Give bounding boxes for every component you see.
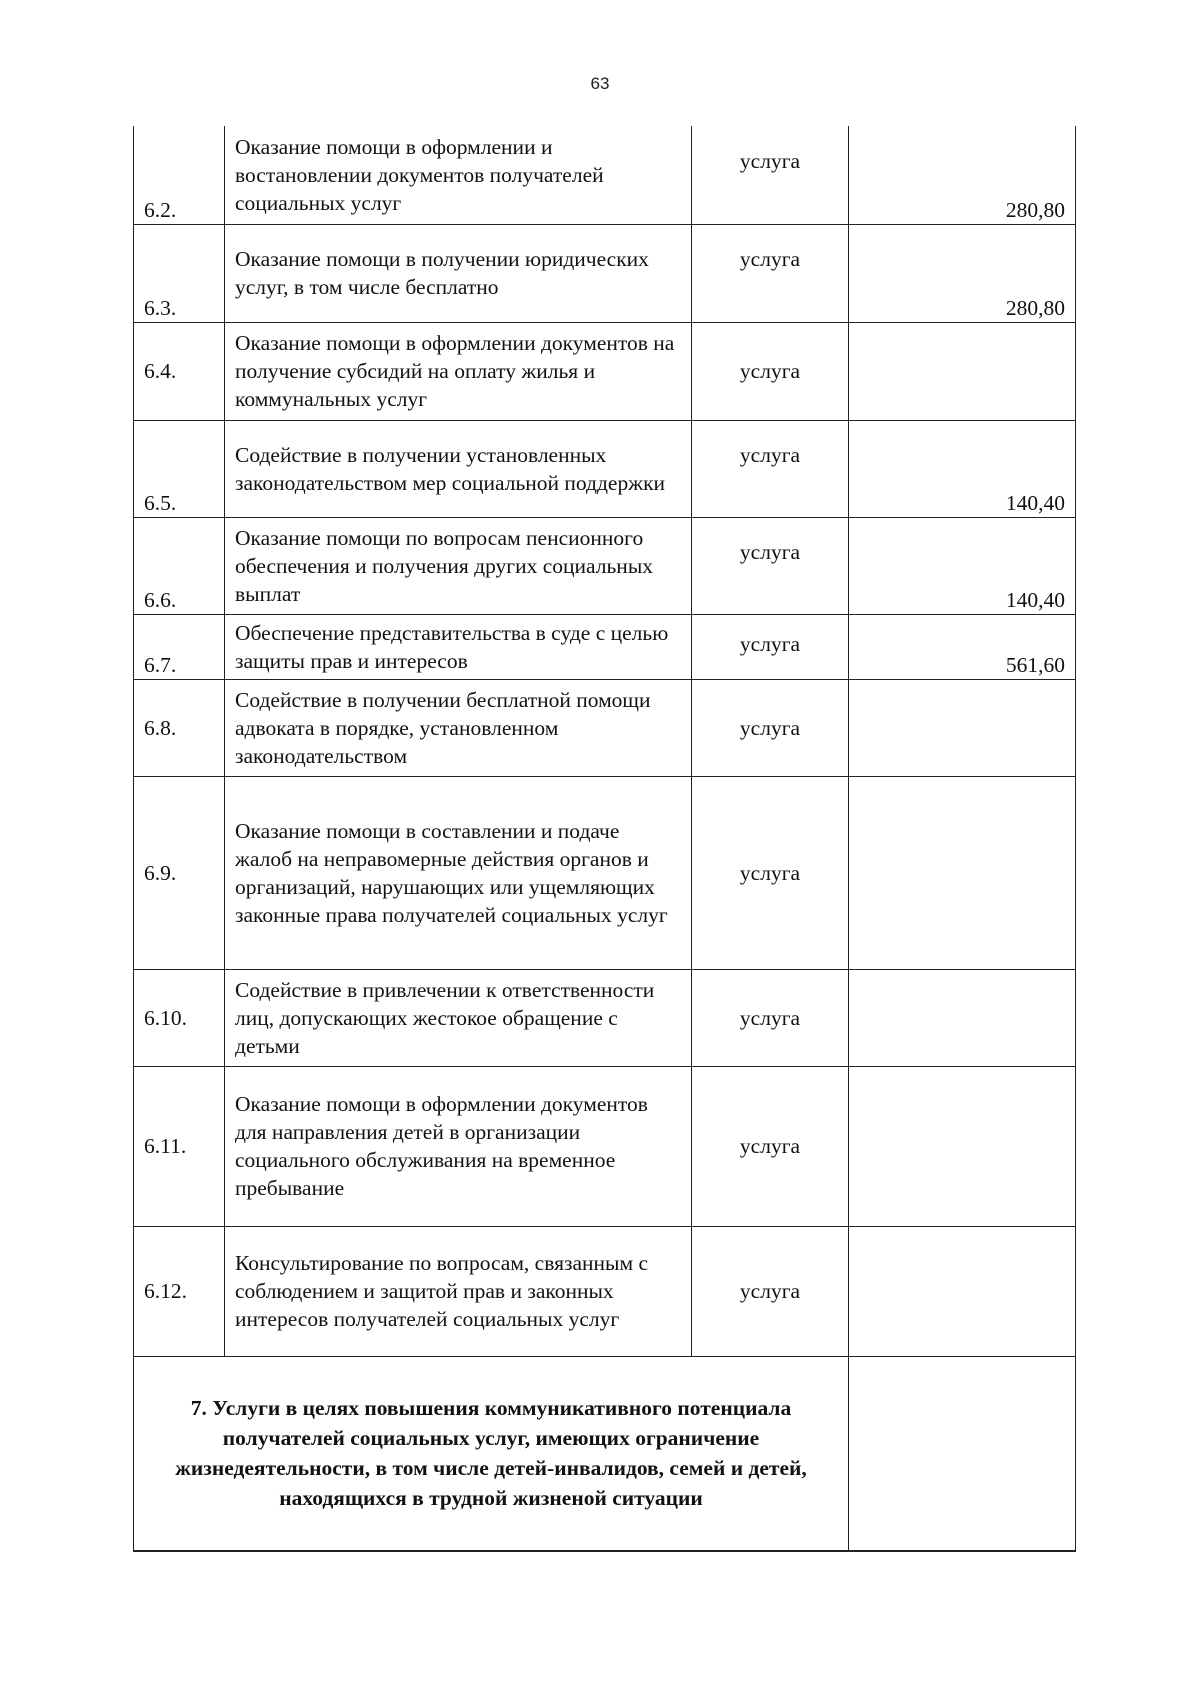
- service-name: Оказание помощи по вопросам пенсионного обеспечения и получения других социальных выплат: [225, 517, 692, 614]
- service-name: Содействие в получении установленных законодательством мер социальной поддержки: [225, 420, 692, 517]
- page-number: 63: [590, 74, 610, 93]
- section-row: [134, 1356, 1076, 1551]
- table-row: [134, 517, 1076, 614]
- price-cell: 140,40: [849, 517, 1076, 614]
- table-row: [134, 420, 1076, 517]
- row-number: 6.2.: [134, 126, 225, 224]
- table-row: [134, 969, 1076, 1066]
- service-name: Содействие в получении бесплатной помощи адвоката в порядке, установленном законодательством: [225, 679, 692, 776]
- row-number: 6.9.: [134, 776, 225, 969]
- unit-cell: [692, 517, 849, 614]
- table-row: [134, 776, 1076, 969]
- service-name: Консультирование по вопросам, связанным с соблюдением и защитой прав и законных интересов получателей социальных услуг: [225, 1226, 692, 1356]
- unit-cell: [692, 776, 849, 969]
- price-cell: 280,80: [849, 126, 1076, 224]
- price-cell: [849, 1066, 1076, 1226]
- price-cell: [849, 679, 1076, 776]
- price-cell: 280,80: [849, 224, 1076, 322]
- unit-label: услуга: [739, 715, 801, 740]
- price-cell: 140,40: [849, 420, 1076, 517]
- unit-cell: [692, 224, 849, 322]
- table-row: [134, 1226, 1076, 1356]
- unit-label: услуга: [739, 1005, 801, 1030]
- unit-label: услуга: [739, 247, 801, 271]
- price-cell: [849, 322, 1076, 420]
- row-number: 6.4.: [134, 322, 225, 420]
- row-number: 6.6.: [134, 517, 225, 614]
- section-price-cell: [849, 1356, 1076, 1551]
- unit-cell: [692, 969, 849, 1066]
- table-row: [134, 614, 1076, 679]
- unit-cell: [692, 322, 849, 420]
- row-number: 6.10.: [134, 969, 225, 1066]
- section-7-title: 7. Услуги в целях повышения коммуникативного потенциала получателей социальных услуг, имеющих ограничение жизнедеятельности, в том числе детей-инвалидов, семей и детей, находящихся в трудной жизненой ситуации: [134, 1356, 849, 1551]
- unit-cell: [692, 614, 849, 679]
- table-row: [134, 224, 1076, 322]
- unit-cell: [692, 420, 849, 517]
- table-row: [134, 322, 1076, 420]
- table-row: [134, 1066, 1076, 1226]
- row-number: 6.7.: [134, 614, 225, 679]
- unit-label: услуга: [739, 148, 801, 173]
- unit-cell: [692, 1226, 849, 1356]
- services-table: [133, 126, 1076, 1552]
- service-name: Обеспечение представительства в суде с целью защиты прав и интересов: [225, 614, 692, 679]
- unit-label: услуга: [739, 1279, 801, 1303]
- unit-label: услуга: [739, 539, 801, 564]
- unit-label: услуга: [739, 359, 801, 383]
- service-name: Содействие в привлечении к ответственности лиц, допускающих жестокое обращение с детьми: [225, 969, 692, 1066]
- price-cell: [849, 776, 1076, 969]
- unit-label: услуга: [739, 631, 801, 656]
- table-row: [134, 679, 1076, 776]
- unit-cell: [692, 679, 849, 776]
- service-name: Оказание помощи в оформлении и востановлении документов получателей социальных услуг: [225, 126, 692, 224]
- row-number: 6.5.: [134, 420, 225, 517]
- row-number: 6.8.: [134, 679, 225, 776]
- unit-cell: [692, 126, 849, 224]
- unit-label: услуга: [739, 860, 801, 885]
- price-cell: [849, 1226, 1076, 1356]
- price-cell: 561,60: [849, 614, 1076, 679]
- price-cell: [849, 969, 1076, 1066]
- table-row: [134, 126, 1076, 224]
- service-name: Оказание помощи в составлении и подаче жалоб на неправомерные действия органов и организаций, нарушающих или ущемляющих законные права получателей социальных услуг: [225, 776, 692, 969]
- unit-label: услуга: [739, 442, 801, 467]
- row-number: 6.12.: [134, 1226, 225, 1356]
- row-number: 6.11.: [134, 1066, 225, 1226]
- service-name: Оказание помощи в оформлении документов для направления детей в организации социального обслуживания на временное пребывание: [225, 1066, 692, 1226]
- row-number: 6.3.: [134, 224, 225, 322]
- unit-cell: [692, 1066, 849, 1226]
- service-name: Оказание помощи в оформлении документов на получение субсидий на оплату жилья и коммунальных услуг: [225, 322, 692, 420]
- service-name: Оказание помощи в получении юридических услуг, в том числе бесплатно: [225, 224, 692, 322]
- unit-label: услуга: [739, 1134, 801, 1158]
